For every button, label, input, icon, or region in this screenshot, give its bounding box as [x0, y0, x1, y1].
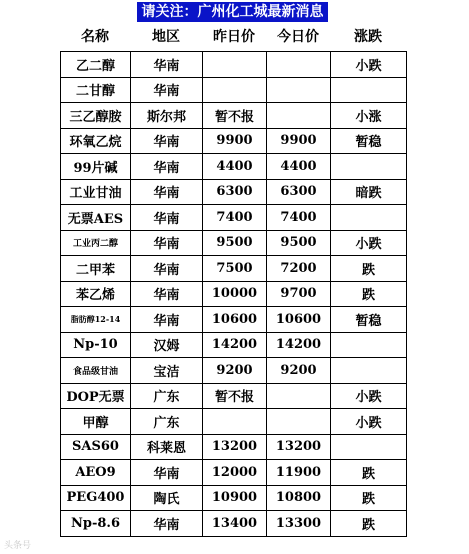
cell-product-name: 甲醇 [61, 409, 131, 435]
cell-today-price: 10800 [267, 485, 331, 511]
cell-yesterday-price: 暂不报 [203, 383, 267, 409]
cell-yesterday-price [203, 77, 267, 103]
cell-change: 跌 [331, 256, 407, 282]
cell-product-name: PEG400 [61, 485, 131, 511]
page-title-banner: 请关注：广州化工城最新消息 [137, 2, 328, 22]
cell-yesterday-price: 9900 [203, 128, 267, 154]
table-row [61, 128, 407, 154]
cell-product-name: 工业丙二醇 [61, 230, 131, 256]
header-yesterday-price: 昨日价 [213, 29, 255, 45]
cell-change: 暗跌 [331, 179, 407, 205]
cell-yesterday-price: 10900 [203, 485, 267, 511]
table-row [61, 205, 407, 231]
cell-region: 华南 [131, 281, 203, 307]
cell-product-name: 二甘醇 [61, 77, 131, 103]
cell-product-name: 食品级甘油 [61, 358, 131, 384]
cell-product-name: 乙二醇 [61, 52, 131, 78]
table-row [61, 281, 407, 307]
cell-today-price [267, 77, 331, 103]
cell-yesterday-price: 13400 [203, 511, 267, 537]
cell-today-price: 11900 [267, 460, 331, 486]
table-row [61, 409, 407, 435]
cell-change: 暂稳 [331, 128, 407, 154]
table-row [61, 52, 407, 78]
header-today-price: 今日价 [277, 29, 319, 45]
cell-yesterday-price: 6300 [203, 179, 267, 205]
cell-change: 小跌 [331, 409, 407, 435]
table-row [61, 154, 407, 180]
cell-region: 陶氏 [131, 485, 203, 511]
cell-today-price [267, 409, 331, 435]
cell-product-name: AEO9 [61, 460, 131, 486]
cell-change: 小跌 [331, 230, 407, 256]
cell-change: 小涨 [331, 103, 407, 129]
cell-region: 广东 [131, 383, 203, 409]
cell-change: 跌 [331, 460, 407, 486]
table-row [61, 460, 407, 486]
cell-product-name: Np-8.6 [61, 511, 131, 537]
cell-today-price: 13300 [267, 511, 331, 537]
cell-today-price: 9700 [267, 281, 331, 307]
cell-product-name: 无票AES [61, 205, 131, 231]
cell-yesterday-price: 4400 [203, 154, 267, 180]
header-region: 地区 [152, 29, 180, 45]
cell-region: 宝洁 [131, 358, 203, 384]
cell-product-name: 99片碱 [61, 154, 131, 180]
cell-yesterday-price: 9500 [203, 230, 267, 256]
cell-yesterday-price: 暂不报 [203, 103, 267, 129]
cell-region: 华南 [131, 52, 203, 78]
cell-change: 暂稳 [331, 307, 407, 333]
cell-region: 科莱恩 [131, 434, 203, 460]
cell-product-name: 环氧乙烷 [61, 128, 131, 154]
cell-yesterday-price: 12000 [203, 460, 267, 486]
cell-region: 华南 [131, 205, 203, 231]
cell-change [331, 77, 407, 103]
cell-region: 广东 [131, 409, 203, 435]
cell-region: 华南 [131, 77, 203, 103]
cell-yesterday-price: 10600 [203, 307, 267, 333]
table-row [61, 511, 407, 537]
cell-region: 华南 [131, 307, 203, 333]
table-row [61, 256, 407, 282]
cell-today-price: 7400 [267, 205, 331, 231]
cell-yesterday-price: 14200 [203, 332, 267, 358]
cell-change [331, 154, 407, 180]
cell-change: 小跌 [331, 52, 407, 78]
cell-product-name: 工业甘油 [61, 179, 131, 205]
cell-change [331, 434, 407, 460]
table-row [61, 230, 407, 256]
header-change: 涨跌 [354, 29, 382, 45]
cell-today-price: 7200 [267, 256, 331, 282]
cell-product-name: 脂肪醇12-14 [61, 307, 131, 333]
cell-yesterday-price: 7500 [203, 256, 267, 282]
cell-change: 跌 [331, 485, 407, 511]
table-row [61, 358, 407, 384]
table-row [61, 179, 407, 205]
cell-region: 华南 [131, 460, 203, 486]
price-table [60, 51, 407, 537]
cell-today-price: 9200 [267, 358, 331, 384]
watermark: 头条号 [4, 541, 32, 551]
cell-region: 华南 [131, 179, 203, 205]
table-row [61, 77, 407, 103]
cell-today-price: 9900 [267, 128, 331, 154]
cell-region: 华南 [131, 128, 203, 154]
cell-yesterday-price [203, 409, 267, 435]
cell-change [331, 205, 407, 231]
cell-yesterday-price: 13200 [203, 434, 267, 460]
cell-region: 华南 [131, 256, 203, 282]
table-row [61, 383, 407, 409]
cell-today-price: 9500 [267, 230, 331, 256]
cell-product-name: 二甲苯 [61, 256, 131, 282]
cell-region: 华南 [131, 511, 203, 537]
cell-yesterday-price: 7400 [203, 205, 267, 231]
cell-today-price: 10600 [267, 307, 331, 333]
cell-product-name: 三乙醇胺 [61, 103, 131, 129]
table-row [61, 103, 407, 129]
cell-product-name: DOP无票 [61, 383, 131, 409]
table-header [60, 25, 406, 49]
cell-region: 斯尔邦 [131, 103, 203, 129]
cell-product-name: Np-10 [61, 332, 131, 358]
cell-today-price [267, 103, 331, 129]
cell-region: 华南 [131, 154, 203, 180]
header-name: 名称 [81, 29, 109, 45]
cell-product-name: 苯乙烯 [61, 281, 131, 307]
cell-today-price [267, 383, 331, 409]
cell-change: 小跌 [331, 383, 407, 409]
cell-yesterday-price [203, 52, 267, 78]
cell-yesterday-price: 10000 [203, 281, 267, 307]
cell-today-price: 6300 [267, 179, 331, 205]
cell-region: 汉姆 [131, 332, 203, 358]
cell-change: 跌 [331, 281, 407, 307]
cell-today-price: 14200 [267, 332, 331, 358]
cell-product-name: SAS60 [61, 434, 131, 460]
cell-today-price: 13200 [267, 434, 331, 460]
cell-change: 跌 [331, 511, 407, 537]
table-row [61, 332, 407, 358]
table-row [61, 434, 407, 460]
table-row [61, 307, 407, 333]
cell-today-price: 4400 [267, 154, 331, 180]
cell-today-price [267, 52, 331, 78]
cell-yesterday-price: 9200 [203, 358, 267, 384]
cell-change [331, 358, 407, 384]
table-row [61, 485, 407, 511]
cell-change [331, 332, 407, 358]
cell-region: 华南 [131, 230, 203, 256]
